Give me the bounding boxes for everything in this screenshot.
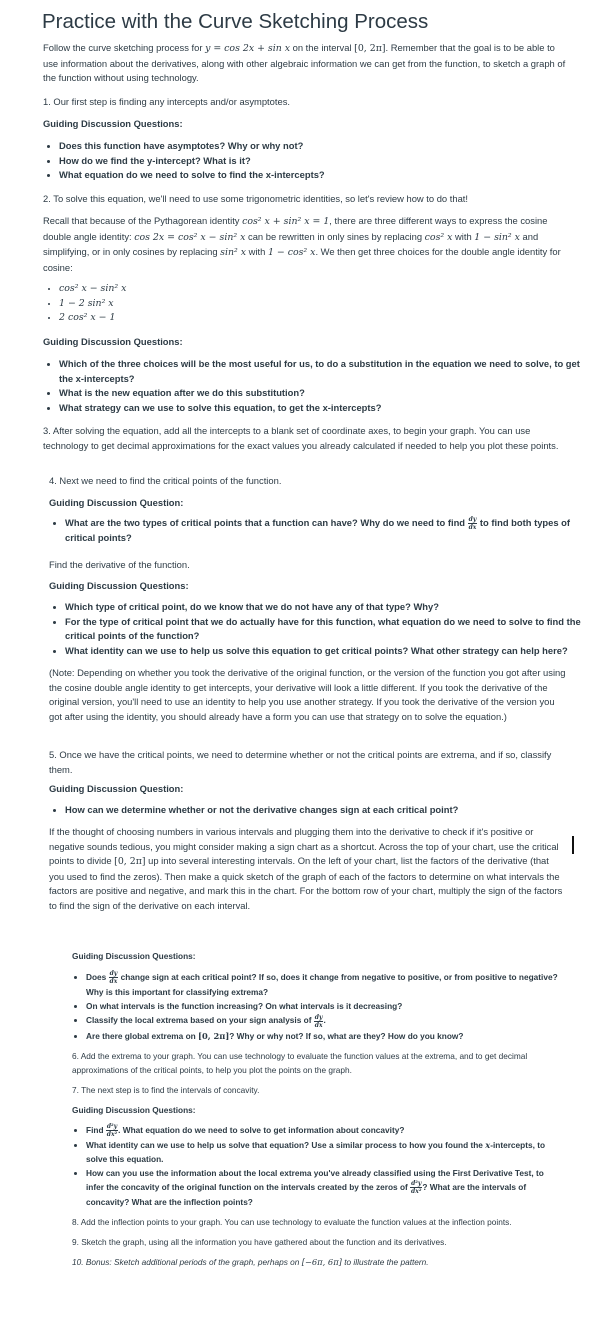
question-list-7 — [72, 1123, 562, 1210]
interval-expression: [0, 2π] — [354, 43, 386, 54]
step-2: 2. To solve this equation, we'll need to use some trigonometric identities, so let's review how to do that! — [43, 193, 468, 204]
list-item: • How do we find the y-intercept? What is it? — [59, 154, 586, 169]
guiding-questions-heading-2: Guiding Discussion Questions: — [43, 336, 183, 347]
list-item: • Which type of critical point, do we know that we do not have any of that type? Why? — [65, 600, 586, 615]
list-item: • What equation do we need to solve to find the x-intercepts? — [59, 168, 586, 183]
recall-text: and simplifying, or in only cosines by replacing — [43, 230, 539, 257]
guiding-question-heading-5: Guiding Discussion Question: — [49, 783, 184, 794]
question-list-4 — [49, 600, 586, 658]
step-7: 7. The next step is to find the intervals of concavity. — [72, 1084, 260, 1095]
find-derivative-text: Find the derivative of the function. — [49, 559, 190, 570]
interval-expression: [0, 2π] — [198, 1030, 230, 1041]
guiding-questions-heading-4: Guiding Discussion Questions: — [49, 580, 189, 591]
question-list-6 — [72, 970, 562, 1043]
fraction-numerator: dy — [314, 1013, 323, 1021]
list-item: • For the type of critical point that we do actually have for this function, what equation do we need to solve to find the critical points of the function? — [65, 615, 586, 644]
question-text: Find — [86, 1124, 106, 1135]
fraction-d2y-dx2 — [410, 1180, 422, 1195]
fraction-numerator: d²y — [106, 1122, 118, 1130]
fraction-denominator: dx² — [106, 1130, 118, 1138]
intro-text-2: on the interval — [290, 42, 355, 53]
interval-expression: [0, 2π] — [114, 856, 146, 867]
question-text: to find both types of critical points? — [65, 517, 571, 544]
page-title: Practice with the Curve Sketching Process — [42, 10, 429, 33]
step-9: 9. Sketch the graph, using all the information you have gathered about the function and its derivatives. — [72, 1237, 447, 1248]
guiding-question-heading-3: Guiding Discussion Question: — [49, 497, 184, 508]
question-text: -intercepts, to solve this equation. — [86, 1139, 546, 1164]
recall-text: Recall that because of the Pythagorean identity — [43, 215, 243, 226]
fraction-dy-dx — [109, 970, 119, 985]
math-expression: cos² x — [424, 231, 453, 243]
recall-text: with — [246, 246, 268, 257]
list-item: • cos² x − sin² x — [59, 282, 586, 297]
step-6: 6. Add the extrema to your graph. You can use technology to evaluate the function values at the extrema, and to get decimal approximations of the critical points, to help you plot the points on the graph. — [72, 1050, 528, 1075]
question-text: . — [323, 1015, 326, 1026]
recall-text: , there are three different ways to express the cosine double angle identity: — [43, 215, 548, 242]
list-item: • Does this function have asymptotes? Why or why not? — [59, 139, 586, 154]
sign-chart-text: up into several interesting intervals. On the left of your chart, list the factors of the derivative (that you used to find the zeros). Then make a quick sketch of the graph of each of the factors to determine on what intervals the factors are positive and negative, and mark this in the chart. For the bottom row of your chart, multiply the sign of the factors to find the sign of the derivative on each interval. — [49, 855, 563, 911]
list-item — [86, 970, 562, 999]
question-list-1 — [43, 139, 586, 183]
fraction-numerator: dy — [468, 516, 477, 524]
bonus-text: 10. Bonus: Sketch additional periods of the graph, perhaps on — [72, 1257, 302, 1268]
fraction-denominator: dx — [314, 1021, 323, 1029]
list-item — [65, 516, 586, 546]
intro-text-3: . Remember that the goal is to be able to use information about the derivatives, along with other algebraic information we can get from the function, to sketch a graph of the function without using technology. — [43, 42, 566, 83]
list-item — [86, 1123, 562, 1138]
list-item: • Which of the three choices will be the most useful for us, to do a substitution in the equation we need to solve, to get the x-intercepts? — [59, 357, 586, 386]
recall-text: . We then get three choices for the double angle identity for cosine: — [43, 246, 561, 273]
function-expression: y = cos 2x + sin x — [205, 43, 291, 54]
list-item: • What is the new equation after we do this substitution? — [59, 386, 586, 401]
step-5: 5. Once we have the critical points, we need to determine whether or not the critical points are extrema, and if so, classify them. — [49, 749, 552, 775]
question-text: How can you use the information about the local extrema you've already classified using the First Derivative Test, to infer the concavity of the original function on the intervals created by the zeros of — [86, 1167, 544, 1192]
list-item: • How can we determine whether or not the derivative changes sign at each critical point? — [65, 803, 586, 818]
bonus-text: to illustrate the pattern. — [341, 1257, 429, 1268]
math-expression: sin² x — [220, 247, 247, 258]
intro-text-1: Follow the curve sketching process for — [43, 42, 206, 53]
step-8: 8. Add the inflection points to your graph. You can use technology to evaluate the function values at the inflection points. — [72, 1217, 512, 1228]
interval-expression: [−6π, 6π] — [301, 1257, 342, 1268]
fraction-numerator: dy — [109, 970, 118, 978]
math-expression: cos² x + sin² x = 1 — [242, 216, 330, 227]
text-cursor — [572, 836, 574, 854]
guiding-questions-heading-6: Guiding Discussion Questions: — [72, 951, 196, 961]
step-10 — [72, 1255, 562, 1269]
question-list-5 — [49, 803, 586, 818]
step-4: 4. Next we need to find the critical points of the function. — [49, 475, 282, 486]
question-text: What are the two types of critical points that a function can have? Why do we need to find — [65, 517, 468, 528]
sign-chart-text: If the thought of choosing numbers in various intervals and plugging them into the derivative to check if it's positive or negative sounds tedious, you might consider making a sign chart as a shortcut. Across the top of your chart, use the critical points to divide — [49, 826, 559, 866]
recall-text: with — [452, 230, 475, 242]
question-text: Classify the local extrema based on your sign analysis of — [86, 1015, 314, 1026]
identity-list — [43, 282, 586, 326]
list-item: • What identity can we use to help us solve this equation to get critical points? What other strategy can help here? — [65, 644, 586, 659]
list-item: • On what intervals is the function increasing? On what intervals is it decreasing? — [86, 999, 562, 1013]
math-expression: x — [485, 1139, 491, 1150]
fraction-d2y-dx2 — [106, 1123, 118, 1138]
guiding-questions-heading-7: Guiding Discussion Questions: — [72, 1104, 196, 1115]
math-expression: 1 − sin² x — [474, 231, 520, 243]
sign-chart-paragraph — [49, 825, 564, 913]
math-expression: 1 − cos² x — [267, 247, 316, 258]
list-item: • What strategy can we use to solve this equation, to get the x-intercepts? — [59, 401, 586, 416]
question-text: Are there global extrema on — [86, 1030, 199, 1041]
guiding-questions-heading-1: Guiding Discussion Questions: — [43, 118, 183, 129]
intro-paragraph — [43, 41, 570, 86]
lower-section — [72, 949, 562, 1269]
fraction-dy-dx — [468, 516, 478, 531]
step-3: 3. After solving the equation, add all the intercepts to a blank set of coordinate axes, to begin your graph. You can use technology to get decimal approximations for the exact values you already calculated if needed to help you plot these points. — [43, 425, 559, 451]
list-item — [86, 1138, 562, 1166]
recall-paragraph — [43, 214, 570, 275]
question-text: What identity can we use to help us solve that equation? Use a similar process to how you found the — [86, 1139, 486, 1150]
question-text: . What equation do we need to solve to get information about concavity? — [118, 1124, 405, 1135]
fraction-denominator: dx — [468, 524, 477, 532]
note-paragraph: (Note: Depending on whether you took the derivative of the original function, or the version of the function you got after using the cosine double angle identity to get intercepts, your derivative will look a little different. If you took the derivative of the original version, you'll need to use an identity to help you use another strategy. If you took the derivative of the version you got after using the identity, you should already have a form you can use that strategy on to solve the equation.) — [49, 667, 566, 722]
list-item — [86, 1029, 562, 1043]
list-item — [86, 1166, 562, 1209]
list-item: • 1 − 2 sin² x — [59, 297, 586, 312]
recall-text: can be rewritten in only sines by replacing — [245, 230, 425, 242]
question-text: change sign at each critical point? If so, does it change from negative to positive, or from positive to negative? Why is this important for classifying extrema? — [86, 972, 558, 998]
question-list-3 — [49, 516, 586, 546]
fraction-denominator: dx² — [411, 1188, 422, 1196]
fraction-numerator: d²y — [411, 1180, 422, 1188]
question-text: ? Why or why not? If so, what are they? How do you know? — [229, 1030, 464, 1041]
question-text: ? What are the intervals of concavity? What are the inflection points? — [86, 1181, 527, 1208]
math-expression: cos 2x = cos² x − sin² x — [134, 231, 246, 243]
list-item — [86, 1013, 562, 1028]
fraction-denominator: dx — [109, 978, 118, 986]
list-item: • 2 cos² x − 1 — [59, 311, 586, 326]
step-1: 1. Our first step is finding any intercepts and/or asymptotes. — [43, 96, 290, 107]
question-list-2 — [43, 357, 586, 415]
question-text: Does — [86, 972, 109, 982]
